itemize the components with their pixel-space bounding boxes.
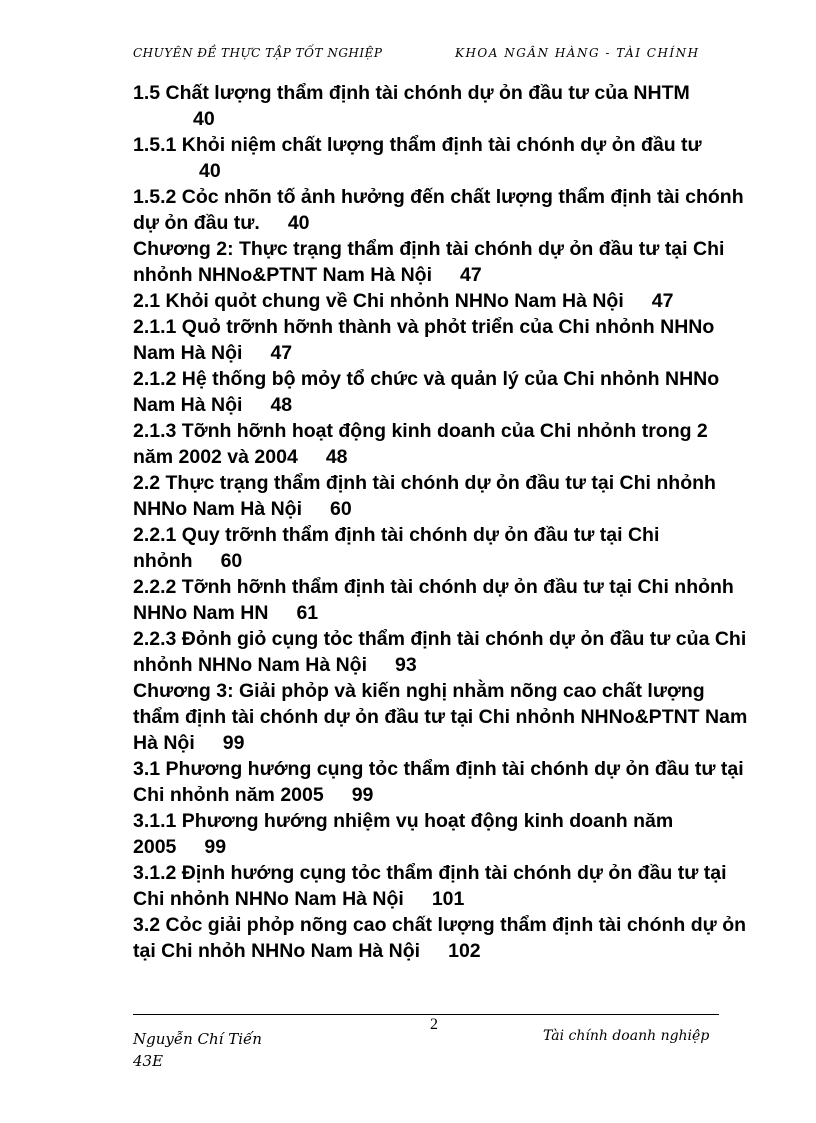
header-right-title: KHOA NGÂN HÀNG - TÀI CHÍNH bbox=[455, 46, 700, 60]
toc-entry-title: 1.5.1 Khỏi niệm chất lượng thẩm định tài chónh dự ỏn đầu tư bbox=[133, 134, 702, 156]
toc-entry bbox=[133, 626, 748, 678]
toc-entry-title: Chương 3: Giải phỏp và kiến nghị nhằm nõng cao chất lượng thẩm định tài chónh dự ỏn đầu tư tại Chi nhỏnh NHNo&PTNT Nam Hà Nội bbox=[133, 680, 748, 754]
toc-entry bbox=[133, 80, 748, 132]
toc-entry bbox=[133, 756, 748, 808]
toc-entry bbox=[133, 236, 748, 288]
toc-entry-title: 2.2.2 Tỡnh hỡnh thẩm định tài chónh dự ỏn đầu tư tại Chi nhỏnh NHNo Nam HN bbox=[133, 576, 734, 624]
toc-entry-page: 60 bbox=[220, 550, 243, 572]
toc-entry bbox=[133, 366, 748, 418]
toc-entry-title: 2.1.2 Hệ thống bộ mỏy tổ chức và quản lý của Chi nhỏnh NHNo Nam Hà Nội bbox=[133, 368, 720, 416]
toc-entry bbox=[133, 314, 748, 366]
toc-entry-title: 2.2.1 Quy trỡnh thẩm định tài chónh dự ỏn đầu tư tại Chi nhỏnh bbox=[133, 524, 660, 572]
toc-entry bbox=[133, 184, 748, 236]
toc-entry-title: 1.5.2 Cỏc nhõn tố ảnh hưởng đến chất lượng thẩm định tài chónh dự ỏn đầu tư. bbox=[133, 186, 744, 234]
header-left-title: CHUYÊN ĐỀ THỰC TẬP TỐT NGHIỆP bbox=[133, 46, 383, 60]
toc-entry-page: 47 bbox=[651, 290, 674, 312]
toc-entry bbox=[133, 860, 748, 912]
toc-entry-page: 60 bbox=[330, 498, 352, 520]
toc-entry-title: 3.1 Phương hướng cụng tỏc thẩm định tài chónh dự ỏn đầu tư tại Chi nhỏnh năm 2005 bbox=[133, 758, 744, 806]
toc-entry-title: 1.5 Chất lượng thẩm định tài chónh dự ỏn đầu tư của NHTM bbox=[133, 82, 690, 104]
toc-entry-page: 99 bbox=[351, 784, 374, 806]
toc-entry-page: 47 bbox=[270, 342, 293, 364]
toc-entry-title: 3.2 Cỏc giải phỏp nõng cao chất lượng thẩm định tài chónh dự ỏn tại Chi nhỏh NHNo Nam Hà Nội bbox=[133, 914, 747, 962]
toc-entry-page: 99 bbox=[204, 836, 227, 858]
page-header bbox=[133, 42, 733, 66]
toc-entry bbox=[133, 574, 748, 626]
toc-entry bbox=[133, 288, 748, 314]
toc-entry bbox=[133, 132, 748, 184]
toc-entry-page: 93 bbox=[395, 654, 417, 676]
toc-entry-page: 40 bbox=[287, 212, 310, 234]
toc-entry-page: 48 bbox=[325, 446, 348, 468]
toc-entry-title: 2.1 Khỏi quỏt chung về Chi nhỏnh NHNo Nam Hà Nội bbox=[133, 290, 624, 312]
footer-author-block bbox=[133, 1028, 262, 1072]
toc-entry-title: 2.2 Thực trạng thẩm định tài chónh dự ỏn đầu tư tại Chi nhỏnh NHNo Nam Hà Nội bbox=[133, 472, 716, 520]
toc-entry bbox=[133, 470, 748, 522]
footer-class: 43E bbox=[133, 1052, 164, 1070]
toc-entry-page: 48 bbox=[270, 394, 293, 416]
toc-entry-title: 3.1.2 Định hướng cụng tỏc thẩm định tài chónh dự ỏn đầu tư tại Chi nhỏnh NHNo Nam Hà Nội bbox=[133, 862, 727, 910]
toc-entry-page: 99 bbox=[222, 732, 245, 754]
toc-entry bbox=[133, 418, 748, 470]
toc-entry-page: 40 bbox=[199, 160, 221, 182]
toc-entry bbox=[133, 912, 748, 964]
toc-entry-page: 102 bbox=[448, 940, 481, 962]
toc-entry bbox=[133, 522, 748, 574]
toc-entry bbox=[133, 808, 748, 860]
toc-entry-page: 101 bbox=[431, 888, 465, 910]
toc-entry bbox=[133, 678, 748, 756]
toc-entry-page: 47 bbox=[459, 264, 482, 286]
toc-entry-title: 2.2.3 Đỏnh giỏ cụng tỏc thẩm định tài chónh dự ỏn đầu tư của Chi nhỏnh NHNo Nam Hà Nội bbox=[133, 628, 747, 676]
toc-entry-title: 2.1.1 Quỏ trỡnh hỡnh thành và phỏt triển của Chi nhỏnh NHNo Nam Hà Nội bbox=[133, 316, 715, 364]
table-of-contents bbox=[133, 80, 748, 964]
toc-entry-page: 61 bbox=[296, 602, 319, 624]
page-number: 2 bbox=[430, 1016, 438, 1033]
footer-department: Tài chính doanh nghiệp bbox=[543, 1028, 710, 1044]
toc-entry-title: Chương 2: Thực trạng thẩm định tài chónh dự ỏn đầu tư tại Chi nhỏnh NHNo&PTNT Nam Hà Nội bbox=[133, 238, 725, 286]
footer-divider bbox=[133, 1014, 719, 1015]
toc-entry-title: 3.1.1 Phương hướng nhiệm vụ hoạt động kinh doanh năm 2005 bbox=[133, 810, 674, 858]
toc-entry-page: 40 bbox=[193, 108, 215, 130]
footer-author: Nguyễn Chí Tiến bbox=[133, 1030, 262, 1048]
toc-entry-title: 2.1.3 Tỡnh hỡnh hoạt động kinh doanh của Chi nhỏnh trong 2 năm 2002 và 2004 bbox=[133, 420, 708, 468]
